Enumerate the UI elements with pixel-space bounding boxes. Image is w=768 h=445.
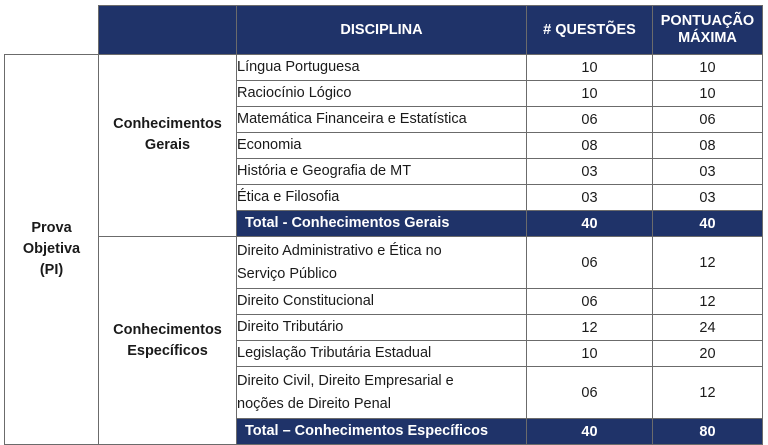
questoes-cell: 08 xyxy=(527,133,653,159)
pontuacao-cell: 12 xyxy=(653,367,763,419)
pontuacao-cell: 08 xyxy=(653,133,763,159)
questoes-cell: 03 xyxy=(527,185,653,211)
header-questoes xyxy=(527,6,653,55)
disciplina-cell xyxy=(237,367,527,419)
table-row xyxy=(5,55,763,81)
pontuacao-cell: 10 xyxy=(653,81,763,107)
questoes-cell: 06 xyxy=(527,237,653,289)
questoes-cell: 10 xyxy=(527,341,653,367)
header-row xyxy=(5,6,763,55)
questoes-cell: 06 xyxy=(527,107,653,133)
questoes-cell: 03 xyxy=(527,159,653,185)
gerais-group-line2: Gerais xyxy=(144,136,191,153)
total-especificos-questoes: 40 xyxy=(527,419,653,445)
disciplina-cell: Matemática Financeira e Estatística xyxy=(237,107,527,133)
disciplina-cell xyxy=(237,237,527,289)
header-empty-cell-2 xyxy=(99,6,237,55)
pontuacao-cell: 20 xyxy=(653,341,763,367)
disciplina-cell: Ética e Filosofia xyxy=(237,185,527,211)
prova-label-line1: Prova xyxy=(31,220,72,236)
prova-label-line3: (PI) xyxy=(39,262,64,278)
prova-cell xyxy=(5,55,99,445)
questoes-cell: 06 xyxy=(527,289,653,315)
header-empty-cell xyxy=(5,6,99,55)
questoes-cell: 10 xyxy=(527,55,653,81)
header-disciplina-label: DISCIPLINA xyxy=(340,21,423,38)
disciplina-line1: Direito Civil, Direito Empresarial e xyxy=(237,372,454,389)
questoes-cell: 06 xyxy=(527,367,653,419)
especificos-group-line2: Específicos xyxy=(127,342,208,359)
prova-label-line2: Objetiva xyxy=(22,241,81,257)
header-disciplina xyxy=(237,6,527,55)
total-especificos-label: Total – Conhecimentos Específicos xyxy=(237,419,527,445)
exam-table xyxy=(4,5,763,445)
header-pontuacao xyxy=(653,6,763,55)
header-questoes-label: # QUESTÕES xyxy=(543,21,636,38)
total-gerais-pontuacao: 40 xyxy=(653,211,763,237)
total-especificos-pontuacao: 80 xyxy=(653,419,763,445)
disciplina-line1: Direito Administrativo e Ética no xyxy=(237,242,442,259)
pontuacao-cell: 06 xyxy=(653,107,763,133)
gerais-group-line1: Conhecimentos xyxy=(113,115,222,132)
disciplina-cell: Economia xyxy=(237,133,527,159)
pontuacao-cell: 12 xyxy=(653,237,763,289)
especificos-group-line1: Conhecimentos xyxy=(113,321,222,338)
total-gerais-questoes: 40 xyxy=(527,211,653,237)
disciplina-cell: História e Geografia de MT xyxy=(237,159,527,185)
header-pontuacao-line2: MÁXIMA xyxy=(678,30,737,46)
total-gerais-label: Total - Conhecimentos Gerais xyxy=(237,211,527,237)
pontuacao-cell: 12 xyxy=(653,289,763,315)
pontuacao-cell: 03 xyxy=(653,159,763,185)
table-row xyxy=(5,237,763,289)
disciplina-cell: Direito Constitucional xyxy=(237,289,527,315)
questoes-cell: 12 xyxy=(527,315,653,341)
disciplina-cell: Língua Portuguesa xyxy=(237,55,527,81)
disciplina-line2: Serviço Público xyxy=(237,265,337,282)
especificos-group-cell xyxy=(99,237,237,445)
disciplina-line2: noções de Direito Penal xyxy=(237,395,391,412)
disciplina-cell: Direito Tributário xyxy=(237,315,527,341)
gerais-group-cell xyxy=(99,55,237,237)
questoes-cell: 10 xyxy=(527,81,653,107)
disciplina-cell: Legislação Tributária Estadual xyxy=(237,341,527,367)
pontuacao-cell: 03 xyxy=(653,185,763,211)
pontuacao-cell: 10 xyxy=(653,55,763,81)
pontuacao-cell: 24 xyxy=(653,315,763,341)
header-pontuacao-line1: PONTUAÇÃO xyxy=(660,13,755,29)
disciplina-cell: Raciocínio Lógico xyxy=(237,81,527,107)
